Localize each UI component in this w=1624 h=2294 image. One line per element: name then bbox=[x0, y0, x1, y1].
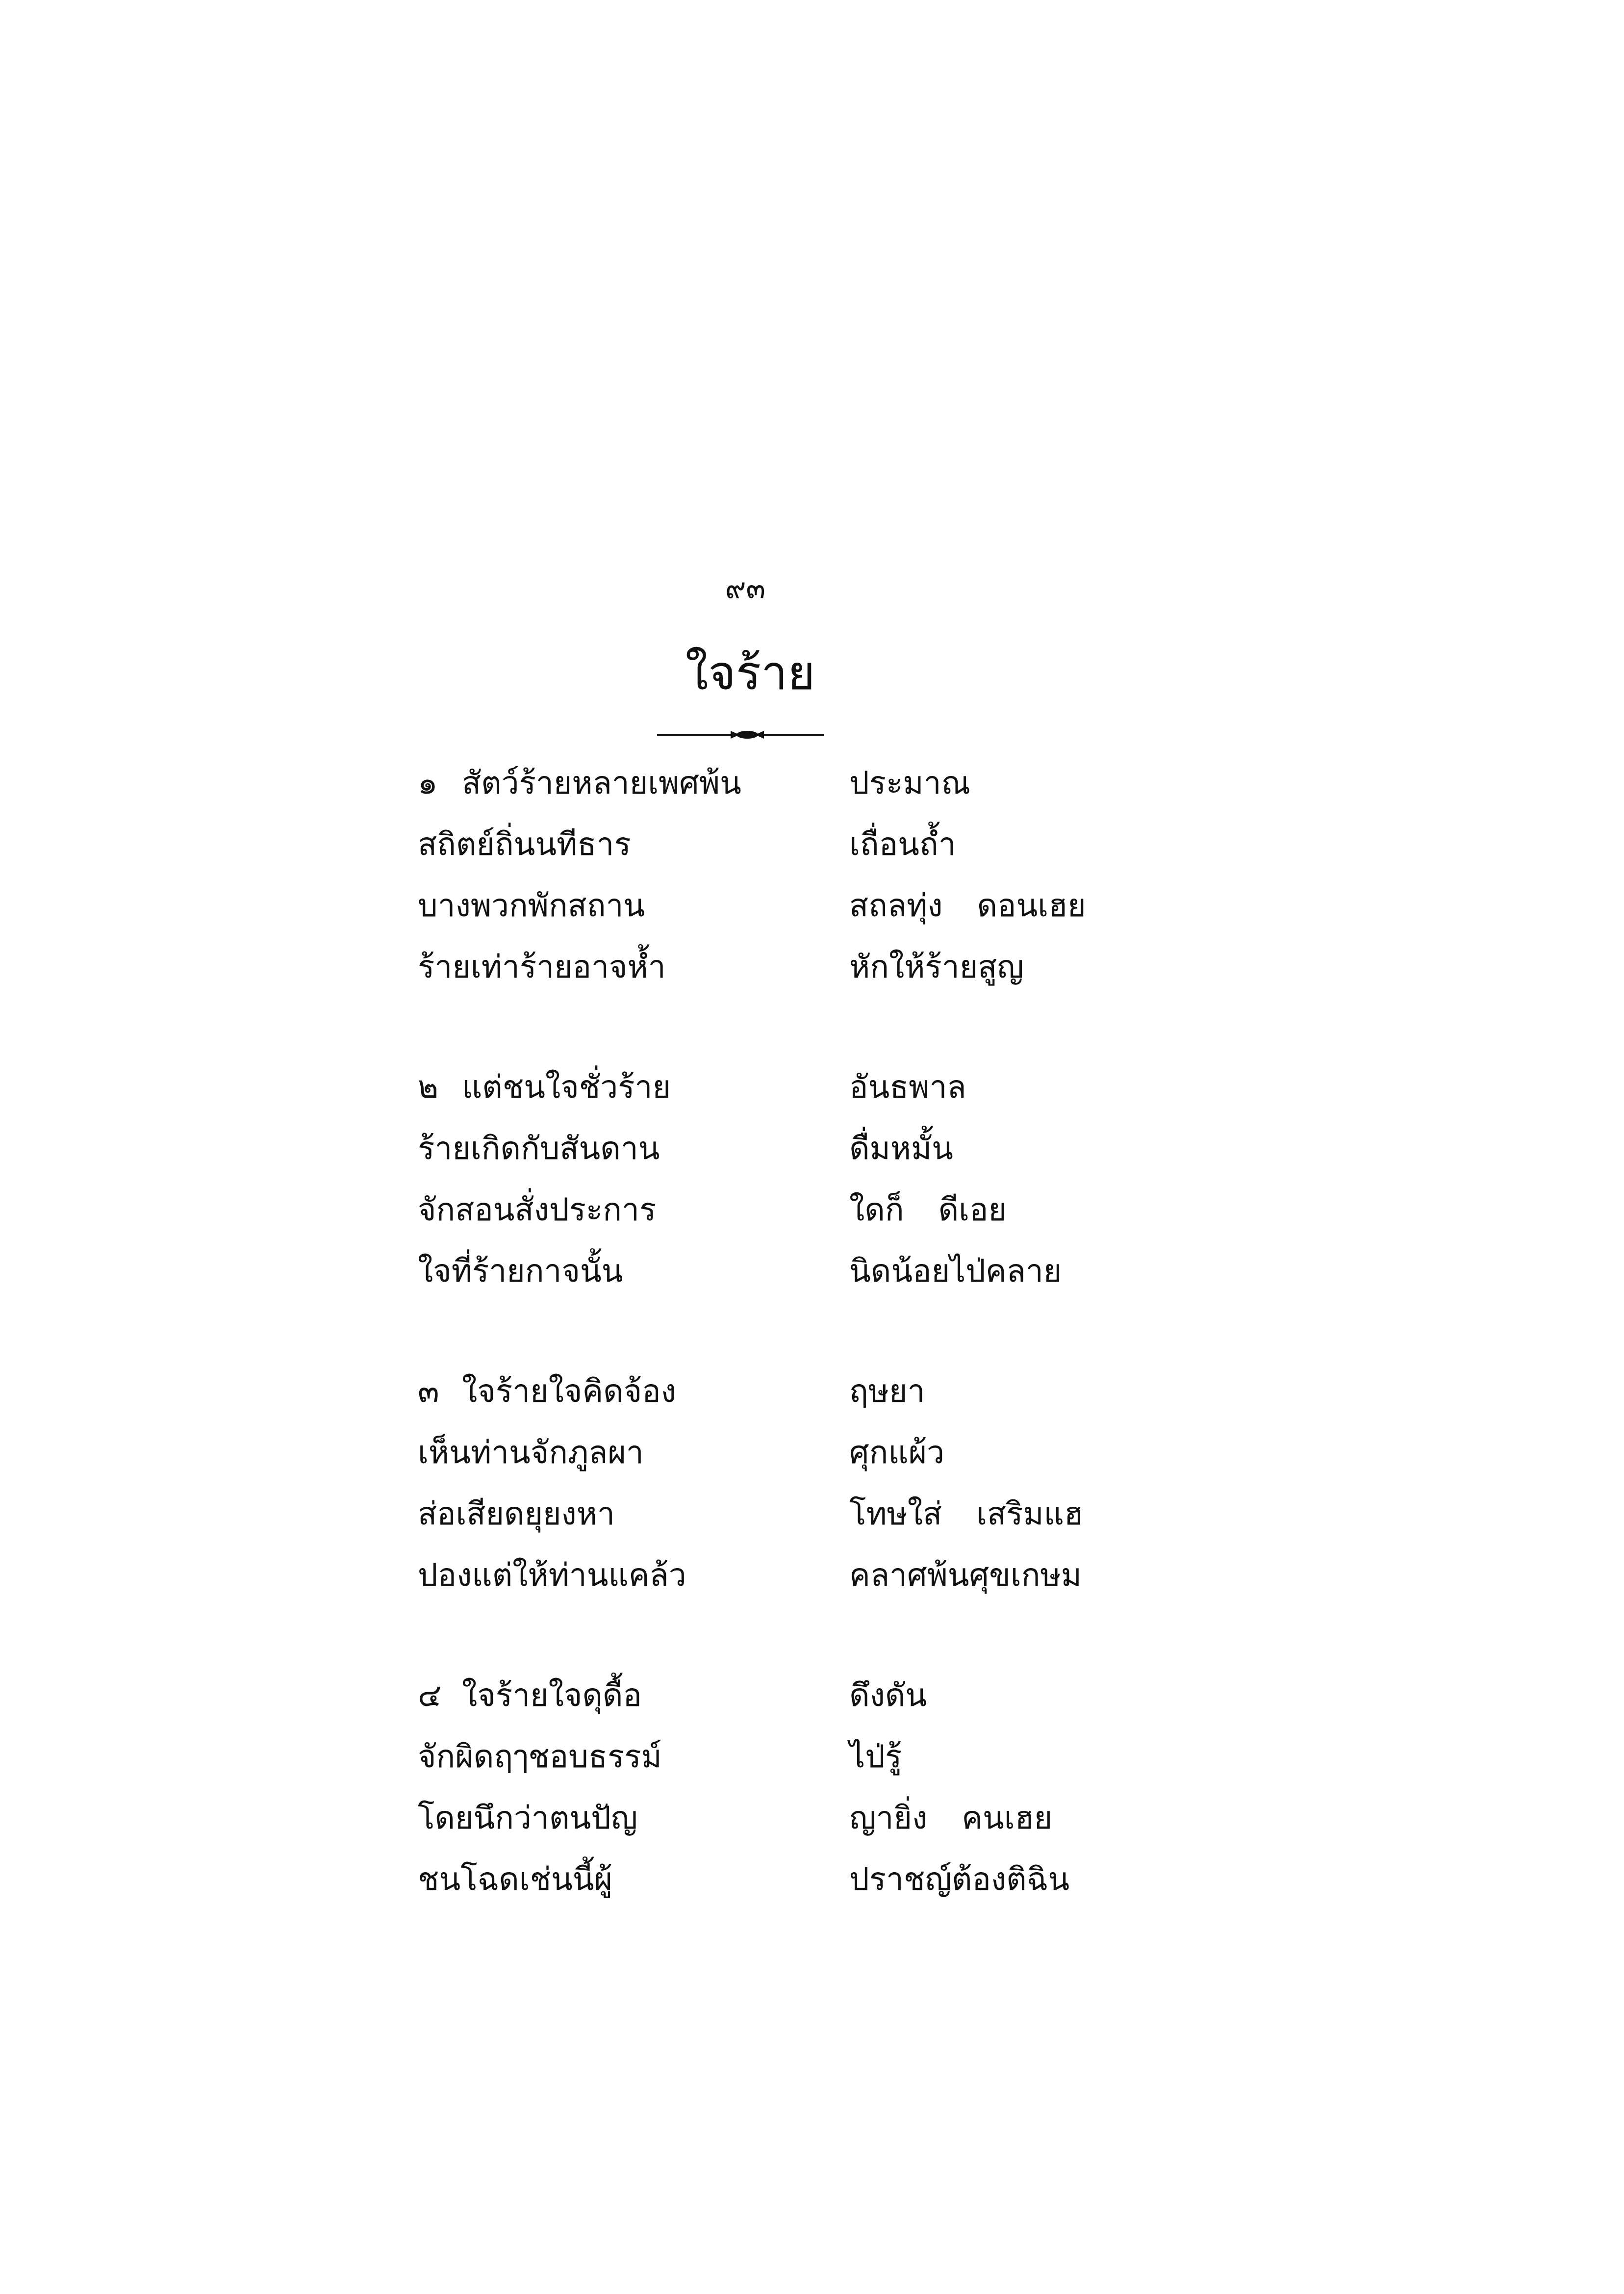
verse-line bbox=[418, 1849, 1398, 1910]
verse-line bbox=[418, 1484, 1398, 1545]
verse-line bbox=[418, 1665, 1398, 1727]
verse-right: ฤษยา bbox=[849, 1373, 925, 1410]
stanza-number: ๔ bbox=[418, 1677, 442, 1714]
poem-title: ใจร้าย bbox=[685, 645, 815, 700]
stanza-2 bbox=[418, 1057, 1398, 1302]
stanza-3 bbox=[418, 1361, 1398, 1606]
verse-line bbox=[418, 1422, 1398, 1484]
verse-left: โดยนึกว่าตนปัญ bbox=[418, 1800, 638, 1836]
verse-right: ดื่มหมั้น bbox=[849, 1131, 953, 1167]
verse-left: ร้ายเกิดกับสันดาน bbox=[418, 1131, 660, 1167]
stanza-number: ๓ bbox=[418, 1373, 439, 1410]
verse-right: ศุกแผ้ว bbox=[849, 1435, 945, 1471]
verse-line bbox=[418, 1545, 1398, 1606]
verse-left: บางพวกพักสถาน bbox=[418, 888, 645, 924]
stanza-4 bbox=[418, 1665, 1398, 1910]
verse-right-extra: คนเฮย bbox=[962, 1800, 1053, 1836]
verse-right: สถลทุ่ง bbox=[849, 888, 943, 924]
verse-right: อันธพาล bbox=[849, 1069, 966, 1106]
verse-right: คลาศพ้นศุขเกษม bbox=[849, 1557, 1082, 1594]
verse-right-extra: ดอนเฮย bbox=[977, 888, 1086, 924]
verse-left: จักผิดฤๅชอบธรรม์ bbox=[418, 1739, 662, 1775]
verse-left: สัตว์ร้ายหลายเพศพ้น bbox=[462, 765, 741, 801]
verse-line bbox=[418, 1727, 1398, 1788]
verse-right: เถื่อนถ้ำ bbox=[849, 826, 956, 863]
verse-left: แต่ชนใจชั่วร้าย bbox=[462, 1069, 671, 1106]
verse-right: ญายิ่ง bbox=[849, 1800, 928, 1836]
verse-right-extra: ดีเอย bbox=[938, 1192, 1007, 1228]
verse-left: ชนโฉดเช่นนี้ผู้ bbox=[418, 1861, 613, 1898]
stanza-number: ๒ bbox=[418, 1069, 439, 1106]
verse-right: ปราชญ์ต้องติฉิน bbox=[849, 1861, 1070, 1898]
verse-left: จักสอนสั่งประการ bbox=[418, 1192, 657, 1228]
page-number: ๙๓ bbox=[725, 571, 766, 605]
verse-right-extra: เสริมแฮ bbox=[976, 1496, 1083, 1532]
verse-left: ส่อเสียดยุยงหา bbox=[418, 1496, 615, 1532]
verse-line bbox=[418, 1361, 1398, 1422]
verse-left: ใจที่ร้ายกาจนั้น bbox=[418, 1253, 623, 1289]
verse-left: เห็นท่านจักภูลผา bbox=[418, 1435, 644, 1471]
verse-left: ใจร้ายใจดุดื้อ bbox=[462, 1677, 642, 1714]
verse-right: ไป่รู้ bbox=[849, 1739, 902, 1775]
verse-left: ร้ายเท่าร้ายอาจห้ำ bbox=[418, 949, 666, 985]
verse-left: ใจร้ายใจคิดจ้อง bbox=[462, 1373, 676, 1410]
verse-left: ปองแต่ให้ท่านแคล้ว bbox=[418, 1557, 686, 1594]
verse-line bbox=[418, 1057, 1398, 1118]
verse-line bbox=[418, 814, 1398, 876]
verse-line bbox=[418, 1788, 1398, 1849]
stanza-1 bbox=[418, 753, 1398, 998]
verse-line bbox=[418, 1118, 1398, 1180]
verse-right: หักให้ร้ายสูญ bbox=[849, 949, 1024, 985]
verse-right: โทษใส่ bbox=[849, 1496, 942, 1532]
stanza-number: ๑ bbox=[418, 765, 438, 801]
title-ornament bbox=[657, 725, 824, 745]
verse-line bbox=[418, 876, 1398, 937]
verse-right: ประมาณ bbox=[849, 765, 970, 801]
verse-right: ใดก็ bbox=[849, 1192, 904, 1228]
verse-right: นิดน้อยไป่คลาย bbox=[849, 1253, 1062, 1289]
verse-line bbox=[418, 753, 1398, 814]
verse-left: สถิตย์ถิ่นนทีธาร bbox=[418, 826, 631, 863]
verse-line bbox=[418, 937, 1398, 998]
verse-line bbox=[418, 1180, 1398, 1241]
verse-line bbox=[418, 1241, 1398, 1302]
verse-right: ดึงดัน bbox=[849, 1677, 927, 1714]
